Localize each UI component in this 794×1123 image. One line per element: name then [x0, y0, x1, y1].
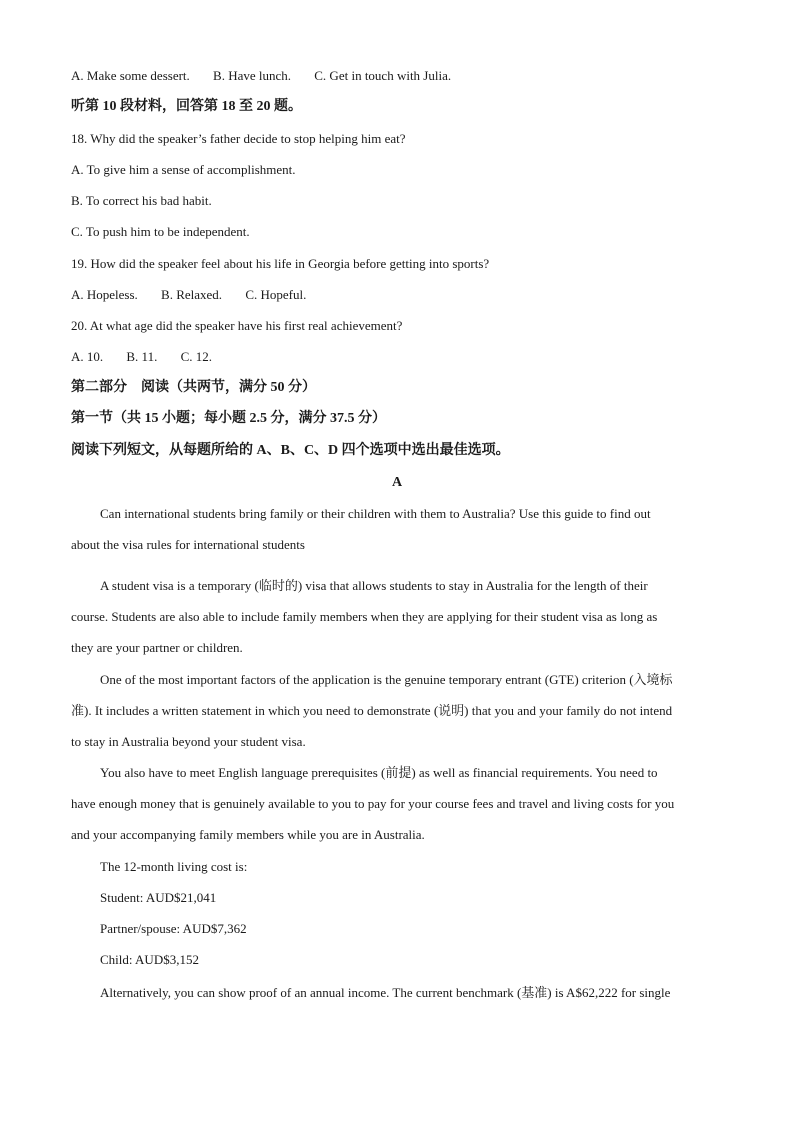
question-19: 19. How did the speaker feel about his life in Georgia before getting into sports?: [71, 256, 490, 271]
section-10-heading: 听第 10 段材料，回答第 18 至 20 题。: [71, 99, 302, 114]
q19-options: [71, 286, 734, 304]
q18-option-c: C. To push him to be independent.: [71, 224, 250, 239]
passage-p2-line3: they are your partner or children.: [71, 640, 243, 655]
living-cost-partner: Partner/spouse: AUD$7,362: [100, 921, 247, 936]
q18-option-a: A. To give him a sense of accomplishment.: [71, 162, 296, 177]
living-cost-student: Student: AUD$21,041: [100, 890, 217, 905]
passage-p3-line1: One of the most important factors of the application is the genuine temporary entrant (GTE) criterion (入境标: [100, 672, 673, 687]
passage-p3-line3: to stay in Australia beyond your student visa.: [71, 734, 306, 749]
q20-option-c: C. 12.: [180, 349, 213, 364]
question-18: 18. Why did the speaker’s father decide to stop helping him eat?: [71, 131, 406, 146]
option-b: B. Have lunch.: [213, 68, 292, 83]
option-c: C. Get in touch with Julia.: [314, 68, 452, 83]
section1-heading: 第一节（共 15 小题；每小题 2.5 分，满分 37.5 分）: [71, 411, 386, 426]
passage-letter: A: [391, 475, 403, 490]
passage-p5-line1: Alternatively, you can show proof of an annual income. The current benchmark (基准) is A$62,222 for single: [100, 985, 671, 1000]
q20-option-b: B. 11.: [126, 349, 158, 364]
q20-options: [71, 348, 734, 366]
option-a: A. Make some dessert.: [71, 68, 190, 83]
passage-p3-line2: 准). It includes a written statement in which you need to demonstrate (说明) that you and your family do not intend: [71, 703, 673, 718]
passage-p4-line2: have enough money that is genuinely available to you to pay for your course fees and travel and living costs for you: [71, 796, 675, 811]
q17-options: [71, 67, 734, 85]
passage-p2-line2: course. Students are also able to include family members when they are applying for their student visa as long as: [71, 609, 658, 624]
q19-option-c: C. Hopeful.: [245, 287, 307, 302]
q20-option-a: A. 10.: [71, 349, 104, 364]
reading-instruction: 阅读下列短文，从每题所给的 A、B、C、D 四个选项中选出最佳选项。: [71, 443, 510, 458]
passage-p4-line1: You also have to meet English language prerequisites (前提) as well as financial requirements. You need to: [100, 765, 658, 780]
q18-option-b: B. To correct his bad habit.: [71, 193, 212, 208]
q19-option-a: A. Hopeless.: [71, 287, 138, 302]
living-cost-child: Child: AUD$3,152: [100, 952, 199, 967]
part2-heading: 第二部分 阅读（共两节，满分 50 分）: [71, 380, 316, 395]
passage-p1-line1: Can international students bring family or their children with them to Australia? Use this guide to find out: [100, 506, 651, 521]
passage-p4-line3: and your accompanying family members while you are in Australia.: [71, 827, 425, 842]
passage-p2-line1: A student visa is a temporary (临时的) visa that allows students to stay in Australia for the length of their: [100, 578, 648, 593]
passage-p1-line2: about the visa rules for international students: [71, 537, 305, 552]
question-20: 20. At what age did the speaker have his first real achievement?: [71, 318, 403, 333]
q19-option-b: B. Relaxed.: [161, 287, 223, 302]
living-cost-intro: The 12-month living cost is:: [100, 859, 248, 874]
